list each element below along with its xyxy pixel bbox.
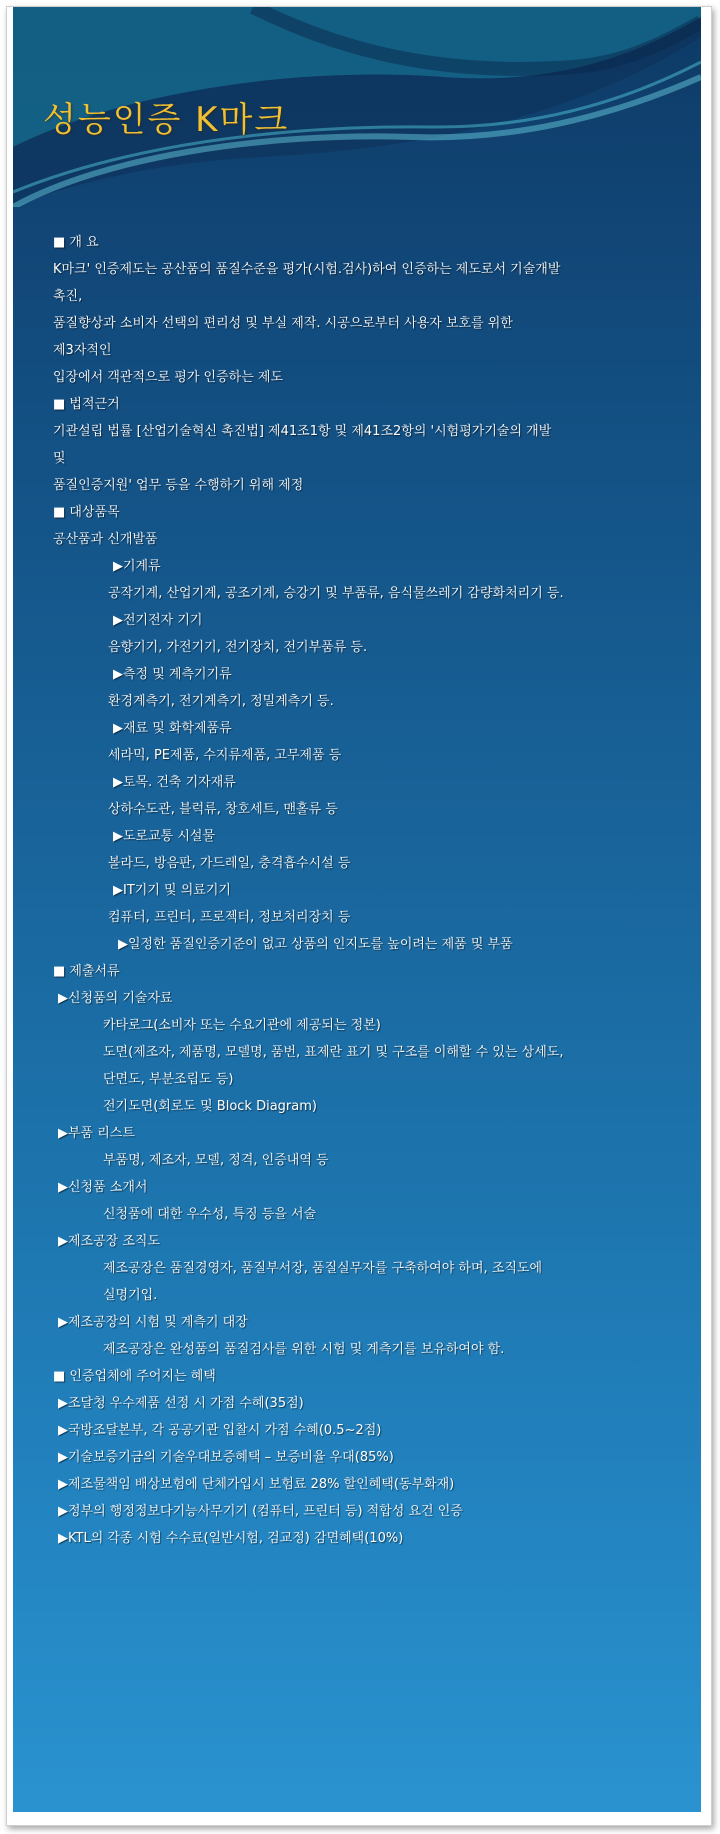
benefit-item: ▶제조물책임 배상보험에 단체가입시 보험료 28% 할인혜택(동부화재) (58, 1477, 455, 1492)
document-line: 제조공장은 품질경영자, 품질부서장, 품질실무자를 구축하여야 하며, 조직도에 (103, 1261, 543, 1276)
document-group-label: ▶신청품 소개서 (58, 1180, 148, 1195)
section-header-overview: ■ 개 요 (53, 235, 99, 250)
target-description: 음향기기, 가전기기, 전기장치, 전기부품류 등. (108, 640, 368, 655)
document-group-label: ▶제조공장의 시험 및 계측기 대장 (58, 1315, 248, 1330)
benefit-item: ▶국방조달본부, 각 공공기관 입찰시 가점 수혜(0.5~2점) (58, 1423, 382, 1438)
target-description: 환경계측기, 전기계측기, 정밀계측기 등. (108, 694, 334, 709)
target-category-other: ▶일정한 품질인증기준이 없고 상품의 인지도를 높이려는 제품 및 부품 (118, 937, 513, 952)
document-line: 실명기입. (103, 1288, 158, 1303)
document-group-label: ▶신청품의 기술자료 (58, 991, 173, 1006)
target-description: 세라믹, PE제품, 수지류제품, 고무제품 등 (108, 748, 342, 763)
section-header-targets: ■ 대상품목 (53, 505, 120, 520)
overview-line: 촉진, (53, 289, 83, 304)
content-body (53, 229, 683, 1552)
page-title: 성능인증 K마크 (43, 100, 290, 140)
target-description: 컴퓨터, 프린터, 프로젝터, 정보처리장치 등 (108, 910, 351, 925)
section-header-benefits: ■ 인증업체에 주어지는 혜택 (53, 1369, 216, 1384)
document-line: 단면도, 부분조립도 등) (103, 1072, 234, 1087)
legal-line: 및 (53, 451, 66, 466)
document-line: 신청품에 대한 우수성, 특징 등을 서술 (103, 1207, 317, 1222)
benefit-item: ▶기술보증기금의 기술우대보증혜택 – 보증비율 우대(85%) (58, 1450, 394, 1465)
target-category: ▶토목. 건축 기자재류 (113, 775, 236, 790)
benefit-item: ▶조달청 우수제품 선정 시 가점 수혜(35점) (58, 1396, 304, 1411)
target-category: ▶기계류 (113, 559, 161, 574)
target-description: 공작기계, 산업기계, 공조기계, 승강기 및 부품류, 음식물쓰레기 감량화처리기 등. (108, 586, 564, 601)
document-group-label: ▶제조공장 조직도 (58, 1234, 161, 1249)
legal-line: 기관설립 법률 [산업기술혁신 촉진법] 제41조1항 및 제41조2항의 '시험평가기술의 개발 (53, 424, 552, 439)
legal-line: 품질인증지원' 업무 등을 수행하기 위해 제정 (53, 478, 304, 493)
document-line: 제조공장은 완성품의 품질검사를 위한 시험 및 계측기를 보유하여야 함. (103, 1342, 505, 1357)
target-category: ▶재료 및 화학제품류 (113, 721, 232, 736)
document-line: 카타로그(소비자 또는 수요기관에 제공되는 정본) (103, 1018, 381, 1033)
overview-line: 제3자적인 (53, 343, 112, 358)
benefit-item: ▶정부의 행정정보다기능사무기기 (컴퓨터, 프린터 등) 적합성 요건 인증 (58, 1504, 463, 1519)
target-description: 상하수도관, 블럭류, 창호세트, 맨홀류 등 (108, 802, 338, 817)
target-category: ▶전기전자 기기 (113, 613, 203, 628)
overview-line: 품질향상과 소비자 선택의 편리성 및 부실 제작. 시공으로부터 사용자 보호를 위한 (53, 316, 513, 331)
target-description: 볼라드, 방음판, 가드레일, 충격흡수시설 등 (108, 856, 351, 871)
benefit-item: ▶KTL의 각종 시험 수수료(일반시험, 검교정) 감면혜택(10%) (58, 1531, 404, 1546)
targets-intro: 공산품과 신개발품 (53, 532, 158, 547)
section-header-documents: ■ 제출서류 (53, 964, 120, 979)
document-group-label: ▶부품 리스트 (58, 1126, 135, 1141)
target-category: ▶IT기기 및 의료기기 (113, 883, 231, 898)
document-line: 도면(제조자, 제품명, 모델명, 품번, 표제란 표기 및 구조를 이해할 수 있는 상세도, (103, 1045, 564, 1060)
section-header-legal: ■ 법적근거 (53, 397, 120, 412)
target-category: ▶도로교통 시설물 (113, 829, 216, 844)
target-category: ▶측정 및 계측기기류 (113, 667, 232, 682)
document-line: 전기도면(회로도 및 Block Diagram) (103, 1099, 317, 1114)
document-line: 부품명, 제조자, 모델, 정격, 인증내역 등 (103, 1153, 329, 1168)
content-panel (13, 7, 701, 1812)
overview-line: K마크' 인증제도는 공산품의 품질수준을 평가(시험.검사)하여 인증하는 제도로서 기술개발 (53, 262, 561, 277)
overview-line: 입장에서 객관적으로 평가 인증하는 제도 (53, 370, 284, 385)
